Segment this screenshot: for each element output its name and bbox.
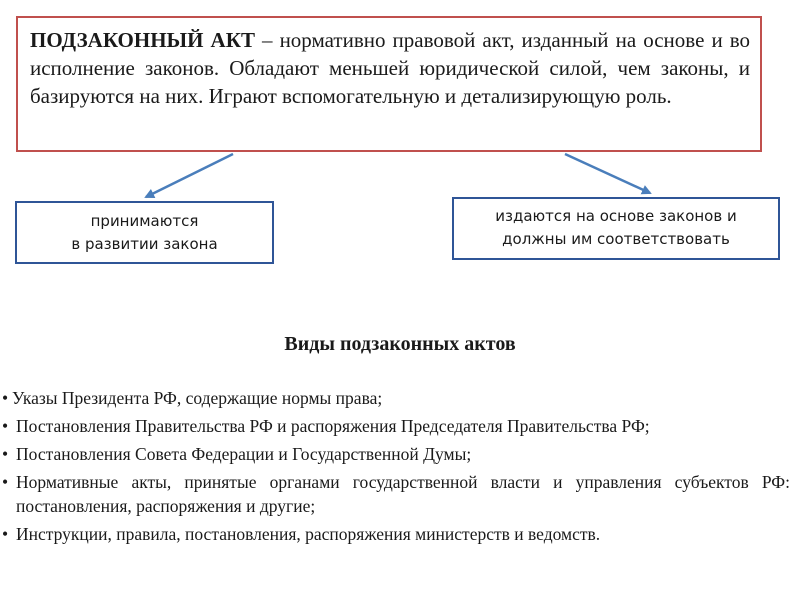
list-item-text: Постановления Совета Федерации и Государственной Думы; — [16, 444, 472, 464]
issued-box — [452, 197, 780, 260]
types-list — [2, 386, 790, 550]
bullet-icon: • — [2, 472, 9, 492]
adopted-box — [15, 201, 274, 264]
list-item — [2, 470, 790, 518]
bullet-icon: • — [2, 444, 9, 464]
definition-text: – нормативно правовой акт, изданный на основе и во исполнение законов. Обладают меньшей юридической силой, чем законы, и базируются на них. Играют вспомогательную и детализирующую роль. — [30, 28, 751, 108]
list-item — [2, 522, 790, 546]
list-item-text: Нормативные акты, принятые органами государственной власти и управления субъектов РФ: постановления, распоряжения и другие; — [16, 472, 790, 516]
definition-term: ПОДЗАКОННЫЙ АКТ — [30, 28, 255, 52]
list-item-text: Постановления Правительства РФ и распоряжения Председателя Правительства РФ; — [16, 416, 650, 436]
bullet-icon: • — [2, 388, 9, 408]
arrow-to-right-box — [565, 154, 650, 193]
list-item — [2, 442, 790, 466]
arrow-to-left-box — [146, 154, 233, 197]
types-title: Виды подзаконных актов — [284, 333, 516, 355]
bullet-icon: • — [2, 416, 9, 436]
adopted-box-line2: в развитии закона — [71, 235, 218, 253]
issued-box-line2: должны им соответствовать — [502, 230, 730, 248]
adopted-box-line1: принимаются — [90, 212, 199, 230]
list-item-text: Указы Президента РФ, содержащие нормы права; — [12, 388, 383, 408]
list-item — [2, 414, 790, 438]
definition-box — [16, 16, 762, 152]
bullet-icon: • — [2, 524, 9, 544]
list-item — [2, 386, 790, 410]
issued-box-line1: издаются на основе законов и — [495, 207, 737, 225]
list-item-text: Инструкции, правила, постановления, распоряжения министерств и ведомств. — [16, 524, 601, 544]
